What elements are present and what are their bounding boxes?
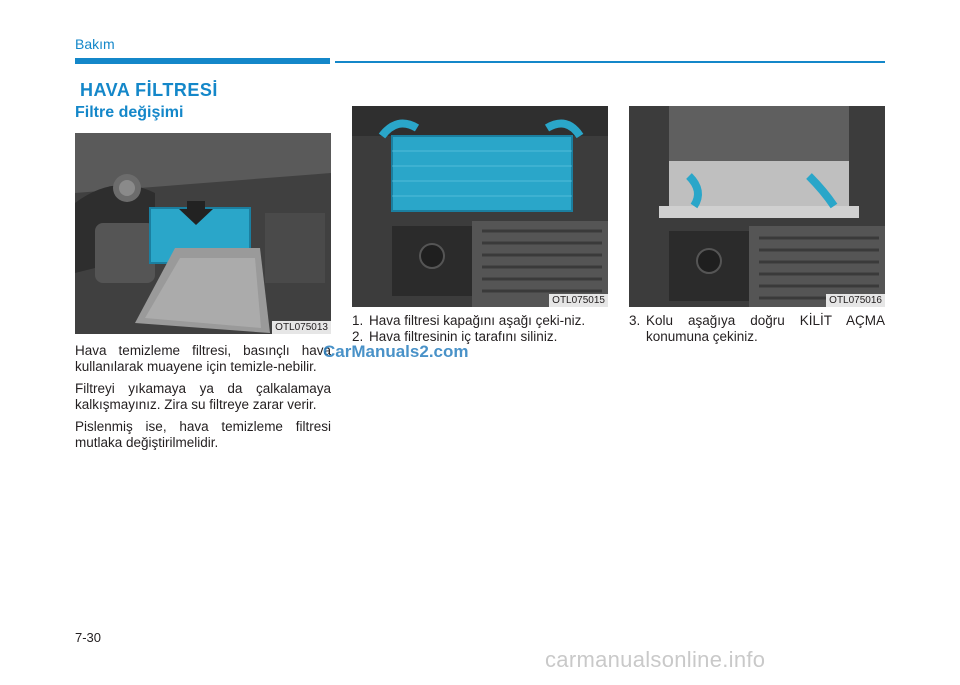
filter-cover-photo [352, 106, 608, 307]
page-title: HAVA FİLTRESİ [80, 80, 218, 100]
paragraph: Filtreyi yıkamaya ya da çalkalamaya kalkışmayınız. Zira su filtreye zarar verir. [75, 381, 331, 412]
right-column-steps [629, 313, 885, 345]
left-column-text [75, 343, 331, 457]
image-code-label: OTL075013 [272, 321, 331, 334]
step-text: Hava filtresi kapağını aşağı çeki-niz. [369, 313, 586, 328]
filter-lever-photo [629, 106, 885, 307]
paragraph: Hava temizleme filtresi, basınçlı hava kullanılarak muayene için temizle-nebilir. [75, 343, 331, 374]
section-subtitle: Filtre değişimi [75, 104, 184, 121]
middle-column-steps [352, 313, 608, 345]
header-rule-thin [335, 61, 885, 63]
watermark-inline: CarManuals2.com [323, 342, 469, 361]
step-number: 3. [629, 313, 641, 328]
step-text: Hava filtresinin iç tarafını siliniz. [369, 329, 558, 344]
section-label: Bakım [75, 36, 115, 52]
paragraph: Pislenmiş ise, hava temizleme filtresi mutlaka değiştirilmelidir. [75, 419, 331, 450]
step-text: Kolu aşağıya doğru KİLİT AÇMA konumuna çekiniz. [646, 313, 885, 344]
image-code-label: OTL075016 [826, 294, 885, 307]
header-rule-thick [75, 58, 330, 64]
step-number: 2. [352, 329, 364, 344]
watermark-footer[interactable]: carmanualsonline.info [545, 647, 766, 672]
engine-bay-photo [75, 133, 331, 334]
step-item [629, 313, 885, 345]
image-code-label: OTL075015 [549, 294, 608, 307]
step-item [352, 313, 608, 329]
step-number: 1. [352, 313, 364, 328]
page-number: 7-30 [75, 630, 102, 645]
